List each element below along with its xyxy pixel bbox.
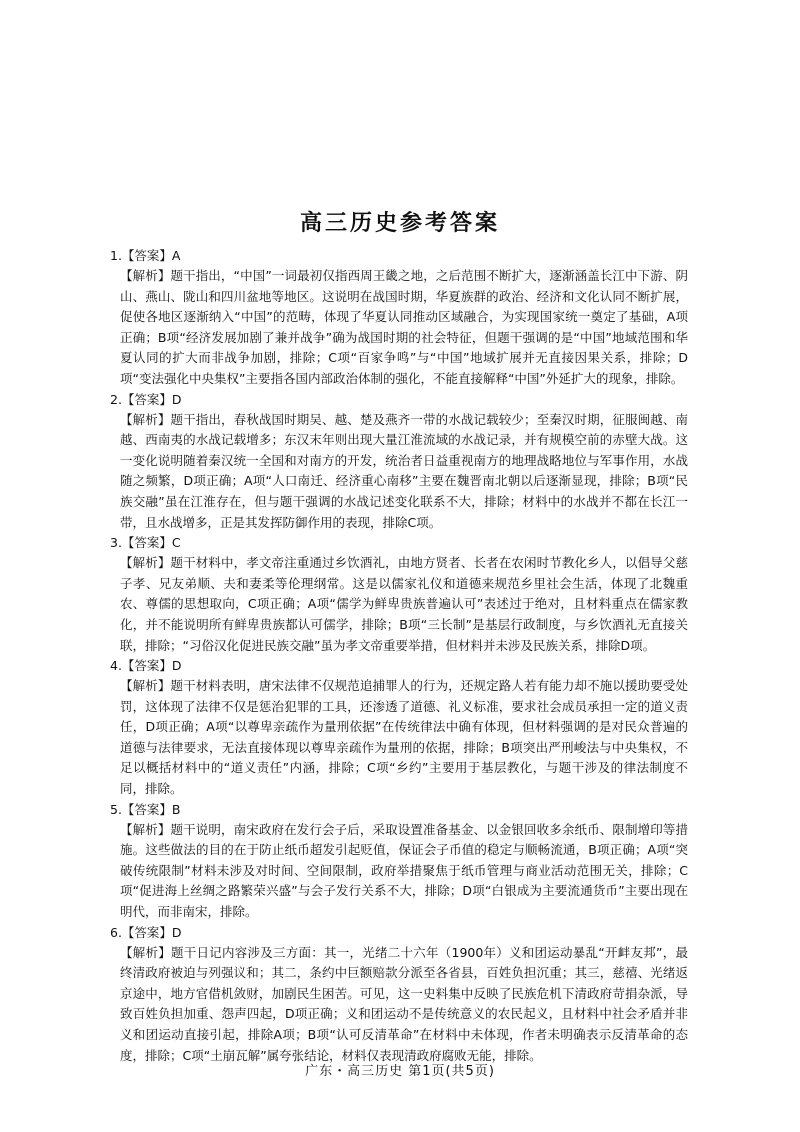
answer-line: 5.【答案】B bbox=[110, 801, 181, 817]
question-5 bbox=[110, 800, 688, 923]
answer-line: 1.【答案】A bbox=[110, 248, 181, 263]
question-3 bbox=[110, 533, 688, 656]
page-footer: 广东・高三历史 第1页(共5页) bbox=[305, 1064, 495, 1079]
analysis-paragraph: 【解析】题干指出，“中国”一词最初仅指西周王畿之地，之后范围不断扩大，逐渐涵盖长江中下游、阴山、燕山、陇山和四川盆地等地区。这说明在战国时期，华夏族群的政治、经济和文化认同不断扩展，促使各地区逐渐纳入“中国”的范畴，体现了华夏认同推动区域融合，为实现国家统一奠定了基础，A项正确；B项“经济发展加剧了兼并战争”确为战国时期的社会特征，但题干强调的是“中国”地域范围和华夏认同的扩大而非战争加剧，排除；C项“百家争鸣”与“中国”地域扩展并无直接因果关系，排除；D项“变法强化中央集权”主要指各国内部政治体制的强化，不能直接解释“中国”外延扩大的现象，排除。 bbox=[120, 268, 688, 386]
question-1 bbox=[110, 246, 688, 390]
answer-list bbox=[110, 246, 688, 1066]
analysis-paragraph: 【解析】题干日记内容涉及三方面：其一，光绪二十六年（1900年）义和团运动暴乱“开衅友邦”，最终清政府被迫与列强议和；其二，条约中巨额赔款分派至各省县，百姓负担沉重；其三，慈禧、光绪返京途中，地方官借机敛财，加剧民生困苦。可见，这一史料集中反映了民族危机下清政府苛捐杂派，导致百姓负担加重、怨声四起，D项正确；义和团运动不是传统意义的农民起义，且材料中社会矛盾并非义和团运动直接引起，排除A项；B项“认可反清革命”在材料中未体现，作者未明确表示反清革命的态度，排除；C项“土崩瓦解”属夸张结论，材料仅表现清政府腐败无能，排除。 bbox=[120, 944, 688, 1063]
question-2 bbox=[110, 390, 688, 534]
analysis-paragraph: 【解析】题干材料表明，唐宋法律不仅规范追捕罪人的行为，还规定路人若有能力却不施以援助要受处罚，这体现了法律不仅是惩治犯罪的工具，还渗透了道德、礼义标准，要求社会成员承担一定的道义责任，D项正确；A项“以尊卑亲疏作为量刑依据”在传统律法中确有体现，但材料强调的是对民众普遍的道德与法律要求，无法直接体现以尊卑亲疏作为量刑的依据，排除；B项突出严刑峻法与中央集权，不足以概括材料中的“道义责任”内涵，排除；C项“乡约”主要用于基层教化，与题干涉及的律法制度不同，排除。 bbox=[120, 678, 688, 797]
analysis-paragraph: 【解析】题干指出，春秋战国时期吴、越、楚及燕齐一带的水战记载较少；至秦汉时期，征服闽越、南越、西南夷的水战记载增多；东汉末年则出现大量江淮流域的水战记录，并有规模空前的赤壁大战。这一变化说明随着秦汉统一全国和对南方的开发，统治者日益重视南方的地理战略地位与军事作用，水战随之频繁，D项正确；A项“人口南迁、经济重心南移”主要在魏晋南北朝以后逐渐显现，排除；B项“民族交融”虽在江淮存在，但与题干强调的水战记述变化联系不大，排除；材料中的水战并不都在长江一带，且水战增多，正是其发挥防御作用的表现，排除C项。 bbox=[120, 411, 688, 530]
answer-line: 4.【答案】D bbox=[110, 658, 182, 674]
analysis-paragraph: 【解析】题干材料中，孝文帝注重通过乡饮酒礼，由地方贤者、长者在农闲时节教化乡人，以倡导父慈子孝、兄友弟顺、夫和妻柔等伦理纲常。这是以儒家礼仪和道德来规范乡里社会生活，体现了北魏重农、尊儒的思想取向，C项正确；A项“儒学为鲜卑贵族普遍认可”表述过于绝对，且材料重点在儒家教化，并不能说明所有鲜卑贵族都认可儒学，排除；B项“三长制”是基层行政制度，与乡饮酒礼无直接关联，排除；“习俗汉化促进民族交融”虽为孝文帝重要举措，但材料并未涉及民族关系，排除D项。 bbox=[120, 555, 688, 653]
page-title: 高三历史参考答案 bbox=[299, 211, 500, 236]
question-4 bbox=[110, 656, 688, 800]
analysis-paragraph: 【解析】题干说明，南宋政府在发行会子后，采取设置准备基金、以金银回收多余纸币、限制增印等措施。这些做法的目的在于防止纸币超发引起贬值，保证会子币值的稳定与顺畅流通，B项正确；A项“突破传统限制”材料未涉及对时间、空间限制，政府举措聚焦于纸币管理与商业活动范围无关，排除；C项“促进海上丝绸之路繁荣兴盛”与会子发行关系不大，排除；D项“白银成为主要流通货币”主要出现在明代，而非南宋，排除。 bbox=[120, 821, 688, 920]
answer-line: 2.【答案】D bbox=[110, 391, 182, 407]
answer-line: 3.【答案】C bbox=[110, 535, 181, 551]
question-6 bbox=[110, 923, 688, 1067]
answer-line: 6.【答案】D bbox=[110, 924, 182, 940]
